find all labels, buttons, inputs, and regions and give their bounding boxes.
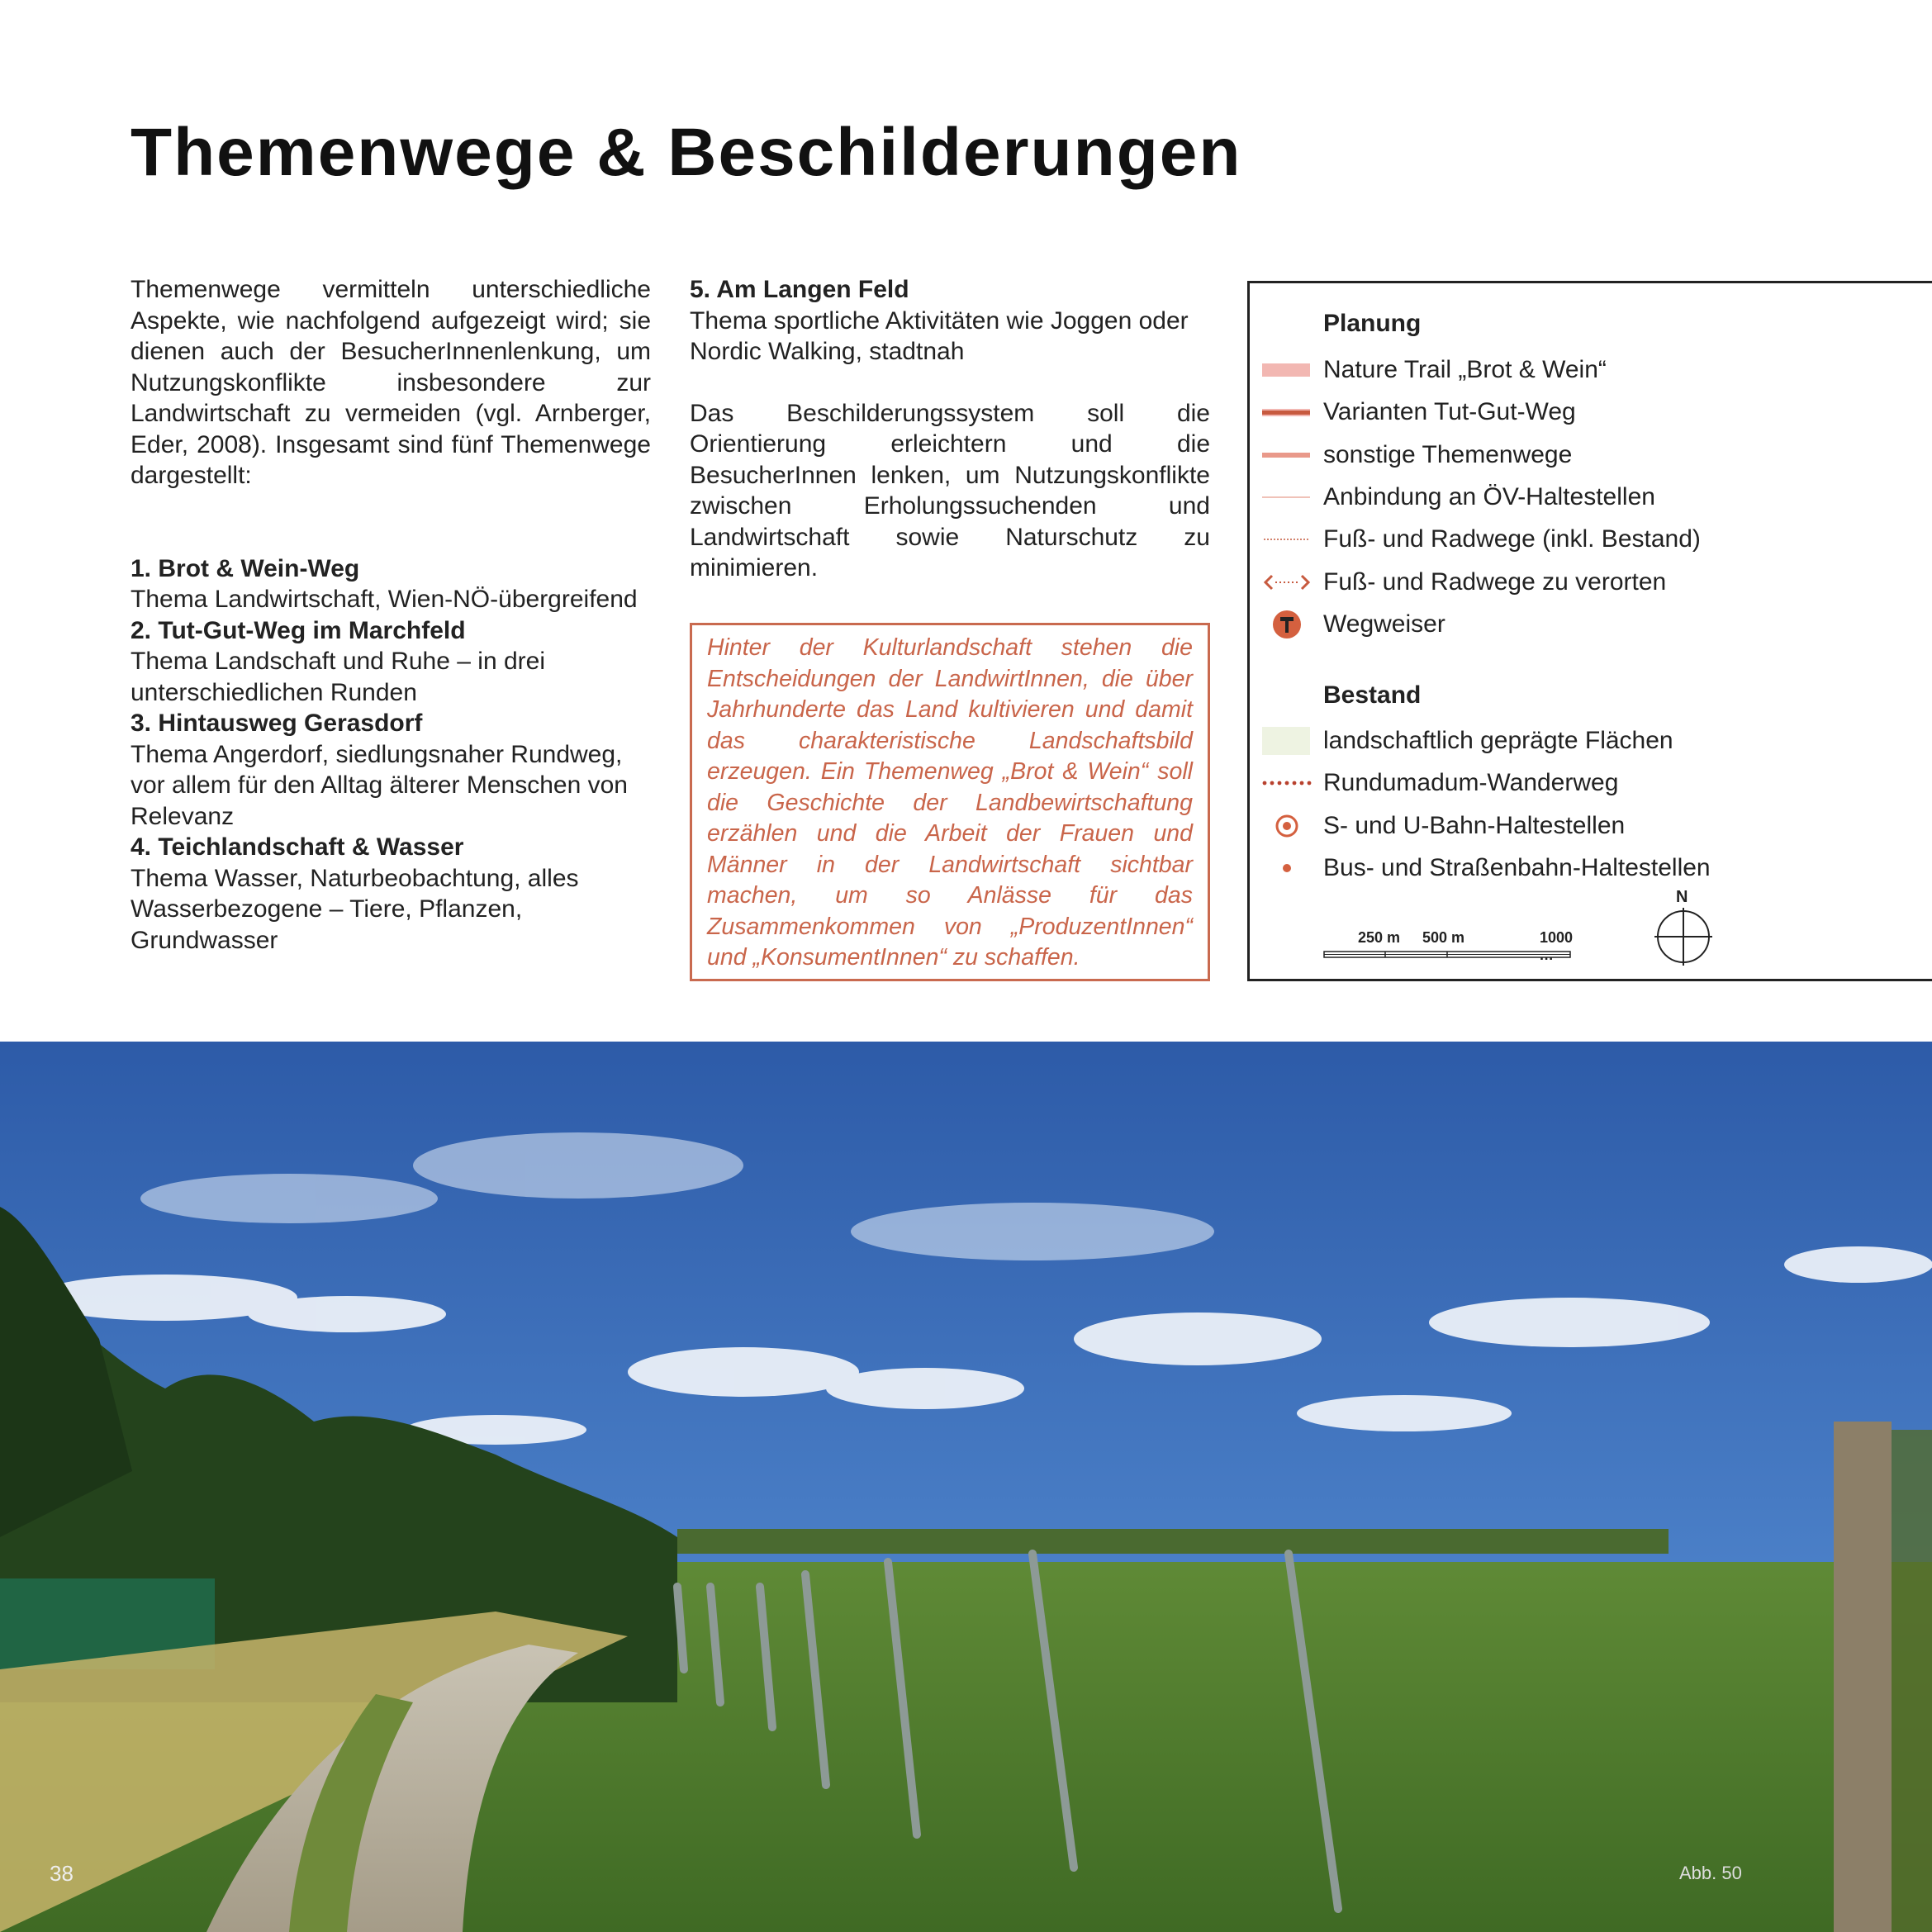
vineyard-photo-illustration: [0, 1042, 1932, 1932]
dotted-arrows-symbol-icon: [1262, 566, 1312, 599]
legend-item-sonstige-themenwege: [1250, 439, 1932, 472]
legend-item-rundumadum: [1250, 767, 1932, 800]
scale-label-1000: 1000: [1540, 929, 1574, 946]
map-legend: [1247, 281, 1932, 981]
line-symbol-icon: [1262, 439, 1312, 472]
landscape-photo: [0, 1042, 1932, 1932]
theme-trail-3-heading: 3. Hintausweg Gerasdorf: [131, 710, 423, 737]
dot-icon: [1262, 852, 1312, 885]
thin-line-symbol-icon: [1262, 481, 1312, 514]
legend-label: Rundumadum-Wanderweg: [1323, 769, 1619, 796]
page-title: Themenwege & Beschilderungen: [131, 115, 1242, 190]
scale-label-250: 250 m: [1358, 929, 1401, 946]
theme-trail-4-text: Thema Wasser, Naturbeobachtung, alles Wasserbezogene – Tiere, Pflanzen, Grundwasser: [131, 864, 579, 954]
legend-item-tut-gut-weg: [1250, 396, 1932, 429]
intro-paragraph: Themenwege vermitteln unterschiedliche Aspekte, wie nachfolgend aufgezeigt wird; sie dienen auch der BesucherInnenlenkung, um Nutzungskonflikte insbesondere zur Landwirtschaft zu vermeiden (vgl. Arnberger, Eder, 2008). Insgesamt sind fünf Themenwege dargestellt:: [131, 276, 651, 489]
legend-label: Fuß- und Radwege (inkl. Bestand): [1323, 525, 1701, 553]
legend-label: landschaftlich geprägte Flächen: [1323, 727, 1673, 754]
theme-trail-2-heading: 2. Tut-Gut-Weg im Marchfeld: [131, 616, 466, 644]
theme-trail-1-heading: 1. Brot & Wein-Weg: [131, 554, 360, 582]
legend-heading-bestand: Bestand: [1323, 681, 1422, 709]
text-column-middle: [690, 274, 1210, 584]
north-label: N: [1676, 888, 1688, 906]
ring-dot-icon: [1262, 809, 1312, 843]
theme-trail-2-text: Thema Landschaft und Ruhe – in drei unterschiedlichen Runden: [131, 648, 545, 706]
theme-trail-1-text: Thema Landwirtschaft, Wien-NÖ-übergreifend: [131, 586, 638, 613]
text-column-left: [131, 274, 651, 956]
legend-item-nature-trail: [1250, 354, 1932, 387]
dotted-line-symbol-icon: [1262, 523, 1312, 556]
theme-trail-3-text: Thema Angerdorf, siedlungsnaher Rundweg, vor allem für den Alltag älterer Menschen von Relevanz: [131, 740, 628, 830]
signpost-icon: [1262, 608, 1312, 641]
legend-item-flaechen: [1250, 724, 1932, 757]
legend-item-s-u-bahn: [1250, 809, 1932, 843]
scale-bar-graphic: [1323, 949, 1571, 961]
theme-trail-4-heading: 4. Teichlandschaft & Wasser: [131, 833, 464, 861]
theme-trail-5-text: Thema sportliche Aktivitäten wie Joggen oder Nordic Walking, stadtnah: [690, 306, 1189, 365]
wide-band-symbol-icon: [1262, 354, 1312, 387]
area-symbol-icon: [1262, 724, 1312, 757]
scale-label-500: 500 m: [1422, 929, 1465, 946]
theme-trail-5-heading: 5. Am Langen Feld: [690, 276, 909, 303]
compass-icon: [1654, 908, 1712, 966]
legend-label: Nature Trail „Brot & Wein“: [1323, 356, 1607, 383]
legend-label: S- und U-Bahn-Haltestellen: [1323, 812, 1626, 839]
legend-label: Varianten Tut-Gut-Weg: [1323, 398, 1576, 425]
legend-item-wegweiser: [1250, 608, 1932, 641]
legend-heading-planung: Planung: [1323, 310, 1422, 337]
legend-item-anbindung: [1250, 481, 1932, 514]
legend-item-bus-strassenbahn: [1250, 852, 1932, 885]
figure-caption: Abb. 50: [1679, 1863, 1742, 1883]
legend-label: Wegweiser: [1323, 610, 1445, 638]
dot-line-symbol-icon: [1262, 767, 1312, 800]
legend-label: Anbindung an ÖV-Haltestellen: [1323, 483, 1655, 510]
page-number: 38: [50, 1861, 74, 1886]
legend-label: Bus- und Straßenbahn-Haltestellen: [1323, 854, 1711, 881]
legend-item-fuss-radwege: [1250, 523, 1932, 556]
quote-box: Hinter der Kulturlandschaft stehen die Entscheidungen der LandwirtInnen, die über Jahrhunderte das Land kultivieren und damit das charakteristische Landschaftsbild erzeugen. Ein Themenweg „Brot & Wein“ soll die Geschichte der Landbewirtschaftung erzählen und die Arbeit der Frauen und Männer in der Landwirtschaft sichtbar machen, um so Anlässe für das Zusammenkommen von „ProduzentInnen“ und „KonsumentInnen“ zu schaffen.: [690, 623, 1210, 981]
legend-label: Fuß- und Radwege zu verorten: [1323, 568, 1667, 596]
north-arrow: [1654, 888, 1712, 966]
thick-line-symbol-icon: [1262, 396, 1312, 429]
legend-item-fuss-radwege-verorten: [1250, 566, 1932, 599]
legend-label: sonstige Themenwege: [1323, 441, 1573, 468]
scale-bar: [1323, 929, 1574, 962]
signage-paragraph: Das Beschilderungssystem soll die Orientierung erleichtern und die BesucherInnen lenken, um Nutzungskonflikte zwischen Erholungssuchenden und Landwirtschaft sowie Naturschutz zu minimieren.: [690, 399, 1210, 581]
